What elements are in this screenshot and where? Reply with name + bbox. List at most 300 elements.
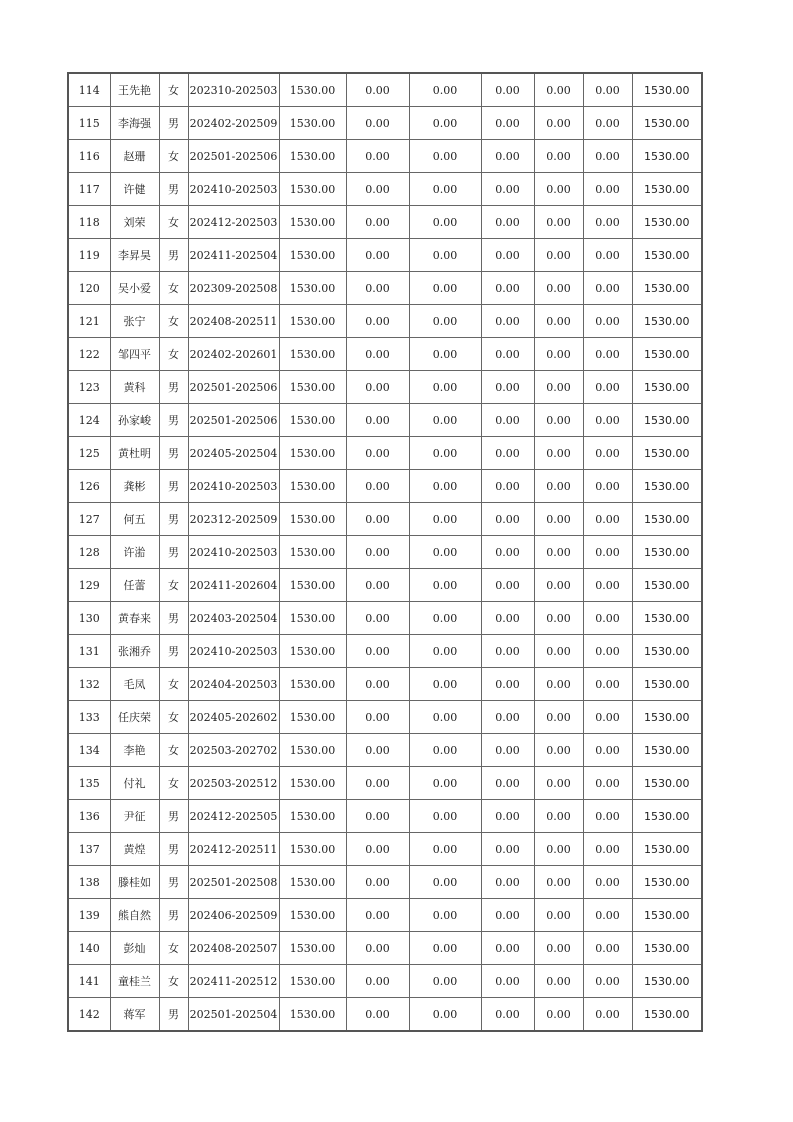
base-amount-cell: 1530.00 [279,206,346,239]
row-number: 134 [68,734,110,767]
total-cell: 1530.00 [632,140,702,173]
period-cell: 202501-202506 [188,404,279,437]
name-cell: 彭灿 [110,932,159,965]
amount-cell-1: 0.00 [346,305,409,338]
total-cell: 1530.00 [632,833,702,866]
gender-cell: 男 [159,239,188,272]
base-amount-cell: 1530.00 [279,932,346,965]
base-amount-cell: 1530.00 [279,272,346,305]
amount-cell-3: 0.00 [481,800,534,833]
period-cell: 202412-202505 [188,800,279,833]
base-amount-cell: 1530.00 [279,602,346,635]
amount-cell-2: 0.00 [409,569,481,602]
amount-cell-1: 0.00 [346,569,409,602]
gender-cell: 男 [159,866,188,899]
amount-cell-5: 0.00 [583,965,632,998]
amount-cell-1: 0.00 [346,107,409,140]
total-cell: 1530.00 [632,536,702,569]
amount-cell-4: 0.00 [534,305,583,338]
amount-cell-4: 0.00 [534,371,583,404]
total-cell: 1530.00 [632,272,702,305]
amount-cell-3: 0.00 [481,899,534,932]
amount-cell-4: 0.00 [534,470,583,503]
period-cell: 202408-202507 [188,932,279,965]
table-row [68,932,702,965]
table-row [68,899,702,932]
base-amount-cell: 1530.00 [279,734,346,767]
base-amount-cell: 1530.00 [279,635,346,668]
total-cell: 1530.00 [632,866,702,899]
base-amount-cell: 1530.00 [279,965,346,998]
amount-cell-4: 0.00 [534,107,583,140]
row-number: 127 [68,503,110,536]
table-row [68,173,702,206]
base-amount-cell: 1530.00 [279,305,346,338]
amount-cell-5: 0.00 [583,107,632,140]
name-cell: 黄煌 [110,833,159,866]
total-cell: 1530.00 [632,998,702,1032]
amount-cell-2: 0.00 [409,767,481,800]
name-cell: 蒋军 [110,998,159,1032]
period-cell: 202503-202512 [188,767,279,800]
row-number: 141 [68,965,110,998]
table-row [68,437,702,470]
amount-cell-3: 0.00 [481,767,534,800]
table-row [68,767,702,800]
period-cell: 202411-202504 [188,239,279,272]
total-cell: 1530.00 [632,965,702,998]
base-amount-cell: 1530.00 [279,338,346,371]
amount-cell-2: 0.00 [409,107,481,140]
amount-cell-5: 0.00 [583,899,632,932]
amount-cell-2: 0.00 [409,536,481,569]
name-cell: 任庆荣 [110,701,159,734]
table-row [68,140,702,173]
period-cell: 202410-202503 [188,536,279,569]
total-cell: 1530.00 [632,602,702,635]
amount-cell-2: 0.00 [409,73,481,107]
amount-cell-4: 0.00 [534,833,583,866]
row-number: 114 [68,73,110,107]
amount-cell-2: 0.00 [409,932,481,965]
period-cell: 202402-202509 [188,107,279,140]
amount-cell-4: 0.00 [534,140,583,173]
amount-cell-1: 0.00 [346,602,409,635]
name-cell: 赵珊 [110,140,159,173]
amount-cell-3: 0.00 [481,569,534,602]
row-number: 136 [68,800,110,833]
amount-cell-5: 0.00 [583,404,632,437]
gender-cell: 男 [159,404,188,437]
amount-cell-4: 0.00 [534,734,583,767]
amount-cell-1: 0.00 [346,437,409,470]
gender-cell: 女 [159,338,188,371]
amount-cell-3: 0.00 [481,965,534,998]
row-number: 123 [68,371,110,404]
name-cell: 邹四平 [110,338,159,371]
amount-cell-3: 0.00 [481,998,534,1032]
total-cell: 1530.00 [632,371,702,404]
amount-cell-1: 0.00 [346,866,409,899]
amount-cell-4: 0.00 [534,437,583,470]
amount-cell-5: 0.00 [583,503,632,536]
amount-cell-3: 0.00 [481,602,534,635]
amount-cell-1: 0.00 [346,140,409,173]
amount-cell-4: 0.00 [534,800,583,833]
table-row [68,866,702,899]
total-cell: 1530.00 [632,404,702,437]
table-row [68,239,702,272]
amount-cell-3: 0.00 [481,239,534,272]
amount-cell-2: 0.00 [409,668,481,701]
amount-cell-5: 0.00 [583,338,632,371]
amount-cell-2: 0.00 [409,701,481,734]
amount-cell-1: 0.00 [346,173,409,206]
table-row [68,998,702,1032]
amount-cell-1: 0.00 [346,635,409,668]
amount-cell-3: 0.00 [481,833,534,866]
row-number: 138 [68,866,110,899]
gender-cell: 女 [159,140,188,173]
amount-cell-2: 0.00 [409,470,481,503]
gender-cell: 女 [159,569,188,602]
gender-cell: 男 [159,173,188,206]
amount-cell-1: 0.00 [346,404,409,437]
amount-cell-1: 0.00 [346,272,409,305]
total-cell: 1530.00 [632,239,702,272]
table-row [68,338,702,371]
total-cell: 1530.00 [632,668,702,701]
total-cell: 1530.00 [632,503,702,536]
base-amount-cell: 1530.00 [279,668,346,701]
name-cell: 许健 [110,173,159,206]
gender-cell: 女 [159,734,188,767]
amount-cell-4: 0.00 [534,668,583,701]
name-cell: 张湘乔 [110,635,159,668]
amount-cell-2: 0.00 [409,272,481,305]
table-row [68,305,702,338]
amount-cell-1: 0.00 [346,767,409,800]
period-cell: 202406-202509 [188,899,279,932]
amount-cell-5: 0.00 [583,470,632,503]
base-amount-cell: 1530.00 [279,998,346,1032]
period-cell: 202501-202504 [188,998,279,1032]
name-cell: 许湁 [110,536,159,569]
amount-cell-5: 0.00 [583,602,632,635]
name-cell: 吴小爱 [110,272,159,305]
amount-cell-1: 0.00 [346,932,409,965]
total-cell: 1530.00 [632,470,702,503]
row-number: 140 [68,932,110,965]
amount-cell-2: 0.00 [409,206,481,239]
name-cell: 李昇昊 [110,239,159,272]
amount-cell-5: 0.00 [583,767,632,800]
base-amount-cell: 1530.00 [279,404,346,437]
amount-cell-5: 0.00 [583,833,632,866]
row-number: 125 [68,437,110,470]
base-amount-cell: 1530.00 [279,536,346,569]
table-row [68,602,702,635]
amount-cell-1: 0.00 [346,536,409,569]
amount-cell-3: 0.00 [481,404,534,437]
amount-cell-3: 0.00 [481,503,534,536]
amount-cell-2: 0.00 [409,998,481,1032]
base-amount-cell: 1530.00 [279,899,346,932]
period-cell: 202410-202503 [188,635,279,668]
gender-cell: 女 [159,701,188,734]
table-row [68,701,702,734]
name-cell: 付礼 [110,767,159,800]
gender-cell: 女 [159,965,188,998]
amount-cell-2: 0.00 [409,899,481,932]
amount-cell-2: 0.00 [409,305,481,338]
table-row [68,503,702,536]
name-cell: 毛凤 [110,668,159,701]
gender-cell: 男 [159,899,188,932]
gender-cell: 女 [159,305,188,338]
gender-cell: 男 [159,833,188,866]
gender-cell: 男 [159,503,188,536]
gender-cell: 女 [159,668,188,701]
amount-cell-2: 0.00 [409,734,481,767]
amount-cell-2: 0.00 [409,635,481,668]
row-number: 122 [68,338,110,371]
gender-cell: 女 [159,73,188,107]
table-row [68,404,702,437]
name-cell: 刘荣 [110,206,159,239]
amount-cell-4: 0.00 [534,272,583,305]
amount-cell-5: 0.00 [583,272,632,305]
amount-cell-4: 0.00 [534,536,583,569]
amount-cell-3: 0.00 [481,701,534,734]
amount-cell-5: 0.00 [583,932,632,965]
amount-cell-2: 0.00 [409,602,481,635]
amount-cell-3: 0.00 [481,140,534,173]
amount-cell-1: 0.00 [346,899,409,932]
period-cell: 202501-202506 [188,371,279,404]
amount-cell-4: 0.00 [534,932,583,965]
base-amount-cell: 1530.00 [279,503,346,536]
total-cell: 1530.00 [632,800,702,833]
row-number: 116 [68,140,110,173]
amount-cell-2: 0.00 [409,503,481,536]
amount-cell-1: 0.00 [346,503,409,536]
base-amount-cell: 1530.00 [279,73,346,107]
amount-cell-3: 0.00 [481,338,534,371]
amount-cell-4: 0.00 [534,701,583,734]
gender-cell: 男 [159,536,188,569]
row-number: 130 [68,602,110,635]
amount-cell-3: 0.00 [481,206,534,239]
period-cell: 202402-202601 [188,338,279,371]
total-cell: 1530.00 [632,107,702,140]
base-amount-cell: 1530.00 [279,701,346,734]
base-amount-cell: 1530.00 [279,437,346,470]
amount-cell-1: 0.00 [346,470,409,503]
row-number: 139 [68,899,110,932]
total-cell: 1530.00 [632,635,702,668]
gender-cell: 女 [159,206,188,239]
period-cell: 202310-202503 [188,73,279,107]
row-number: 133 [68,701,110,734]
period-cell: 202410-202503 [188,173,279,206]
gender-cell: 女 [159,932,188,965]
amount-cell-3: 0.00 [481,470,534,503]
amount-cell-5: 0.00 [583,734,632,767]
period-cell: 202412-202511 [188,833,279,866]
amount-cell-5: 0.00 [583,305,632,338]
gender-cell: 男 [159,602,188,635]
gender-cell: 男 [159,800,188,833]
amount-cell-4: 0.00 [534,899,583,932]
table-body [68,73,702,1031]
amount-cell-2: 0.00 [409,866,481,899]
name-cell: 李艳 [110,734,159,767]
name-cell: 尹征 [110,800,159,833]
row-number: 121 [68,305,110,338]
table-row [68,536,702,569]
amount-cell-2: 0.00 [409,965,481,998]
period-cell: 202405-202602 [188,701,279,734]
amount-cell-5: 0.00 [583,668,632,701]
amount-cell-4: 0.00 [534,965,583,998]
base-amount-cell: 1530.00 [279,569,346,602]
period-cell: 202410-202503 [188,470,279,503]
row-number: 137 [68,833,110,866]
amount-cell-5: 0.00 [583,635,632,668]
row-number: 129 [68,569,110,602]
amount-cell-3: 0.00 [481,437,534,470]
period-cell: 202309-202508 [188,272,279,305]
amount-cell-3: 0.00 [481,73,534,107]
amount-cell-3: 0.00 [481,371,534,404]
amount-cell-3: 0.00 [481,932,534,965]
amount-cell-3: 0.00 [481,668,534,701]
total-cell: 1530.00 [632,701,702,734]
amount-cell-4: 0.00 [534,602,583,635]
table-row [68,272,702,305]
amount-cell-4: 0.00 [534,767,583,800]
row-number: 132 [68,668,110,701]
amount-cell-2: 0.00 [409,140,481,173]
amount-cell-2: 0.00 [409,239,481,272]
total-cell: 1530.00 [632,767,702,800]
total-cell: 1530.00 [632,932,702,965]
amount-cell-5: 0.00 [583,173,632,206]
gender-cell: 男 [159,107,188,140]
name-cell: 黄杜明 [110,437,159,470]
amount-cell-3: 0.00 [481,866,534,899]
row-number: 117 [68,173,110,206]
total-cell: 1530.00 [632,73,702,107]
period-cell: 202404-202503 [188,668,279,701]
name-cell: 王先艳 [110,73,159,107]
total-cell: 1530.00 [632,305,702,338]
gender-cell: 女 [159,272,188,305]
amount-cell-5: 0.00 [583,701,632,734]
amount-cell-4: 0.00 [534,866,583,899]
amount-cell-4: 0.00 [534,73,583,107]
amount-cell-2: 0.00 [409,173,481,206]
name-cell: 任蕾 [110,569,159,602]
period-cell: 202411-202512 [188,965,279,998]
amount-cell-2: 0.00 [409,437,481,470]
period-cell: 202312-202509 [188,503,279,536]
table-row [68,965,702,998]
name-cell: 张宁 [110,305,159,338]
amount-cell-1: 0.00 [346,734,409,767]
base-amount-cell: 1530.00 [279,371,346,404]
amount-cell-3: 0.00 [481,107,534,140]
amount-cell-5: 0.00 [583,866,632,899]
base-amount-cell: 1530.00 [279,173,346,206]
amount-cell-1: 0.00 [346,668,409,701]
table-row [68,800,702,833]
table-row [68,569,702,602]
period-cell: 202501-202508 [188,866,279,899]
amount-cell-4: 0.00 [534,173,583,206]
amount-cell-5: 0.00 [583,140,632,173]
table-row [68,668,702,701]
amount-cell-2: 0.00 [409,371,481,404]
base-amount-cell: 1530.00 [279,800,346,833]
amount-cell-4: 0.00 [534,503,583,536]
amount-cell-4: 0.00 [534,239,583,272]
name-cell: 黄科 [110,371,159,404]
amount-cell-1: 0.00 [346,833,409,866]
gender-cell: 男 [159,470,188,503]
amount-cell-5: 0.00 [583,569,632,602]
gender-cell: 女 [159,767,188,800]
total-cell: 1530.00 [632,734,702,767]
row-number: 142 [68,998,110,1032]
amount-cell-5: 0.00 [583,73,632,107]
period-cell: 202501-202506 [188,140,279,173]
amount-cell-4: 0.00 [534,569,583,602]
amount-cell-1: 0.00 [346,800,409,833]
amount-cell-1: 0.00 [346,371,409,404]
data-table [67,72,703,1032]
base-amount-cell: 1530.00 [279,767,346,800]
row-number: 115 [68,107,110,140]
amount-cell-5: 0.00 [583,371,632,404]
table-row [68,734,702,767]
amount-cell-4: 0.00 [534,404,583,437]
amount-cell-1: 0.00 [346,998,409,1032]
table-row [68,833,702,866]
row-number: 131 [68,635,110,668]
amount-cell-1: 0.00 [346,965,409,998]
base-amount-cell: 1530.00 [279,239,346,272]
amount-cell-3: 0.00 [481,272,534,305]
period-cell: 202411-202604 [188,569,279,602]
total-cell: 1530.00 [632,569,702,602]
name-cell: 孙家峻 [110,404,159,437]
amount-cell-1: 0.00 [346,701,409,734]
amount-cell-5: 0.00 [583,998,632,1032]
base-amount-cell: 1530.00 [279,107,346,140]
table-row [68,371,702,404]
amount-cell-5: 0.00 [583,239,632,272]
table-row [68,107,702,140]
amount-cell-1: 0.00 [346,338,409,371]
base-amount-cell: 1530.00 [279,833,346,866]
total-cell: 1530.00 [632,173,702,206]
amount-cell-3: 0.00 [481,734,534,767]
amount-cell-4: 0.00 [534,206,583,239]
row-number: 120 [68,272,110,305]
name-cell: 熊自然 [110,899,159,932]
